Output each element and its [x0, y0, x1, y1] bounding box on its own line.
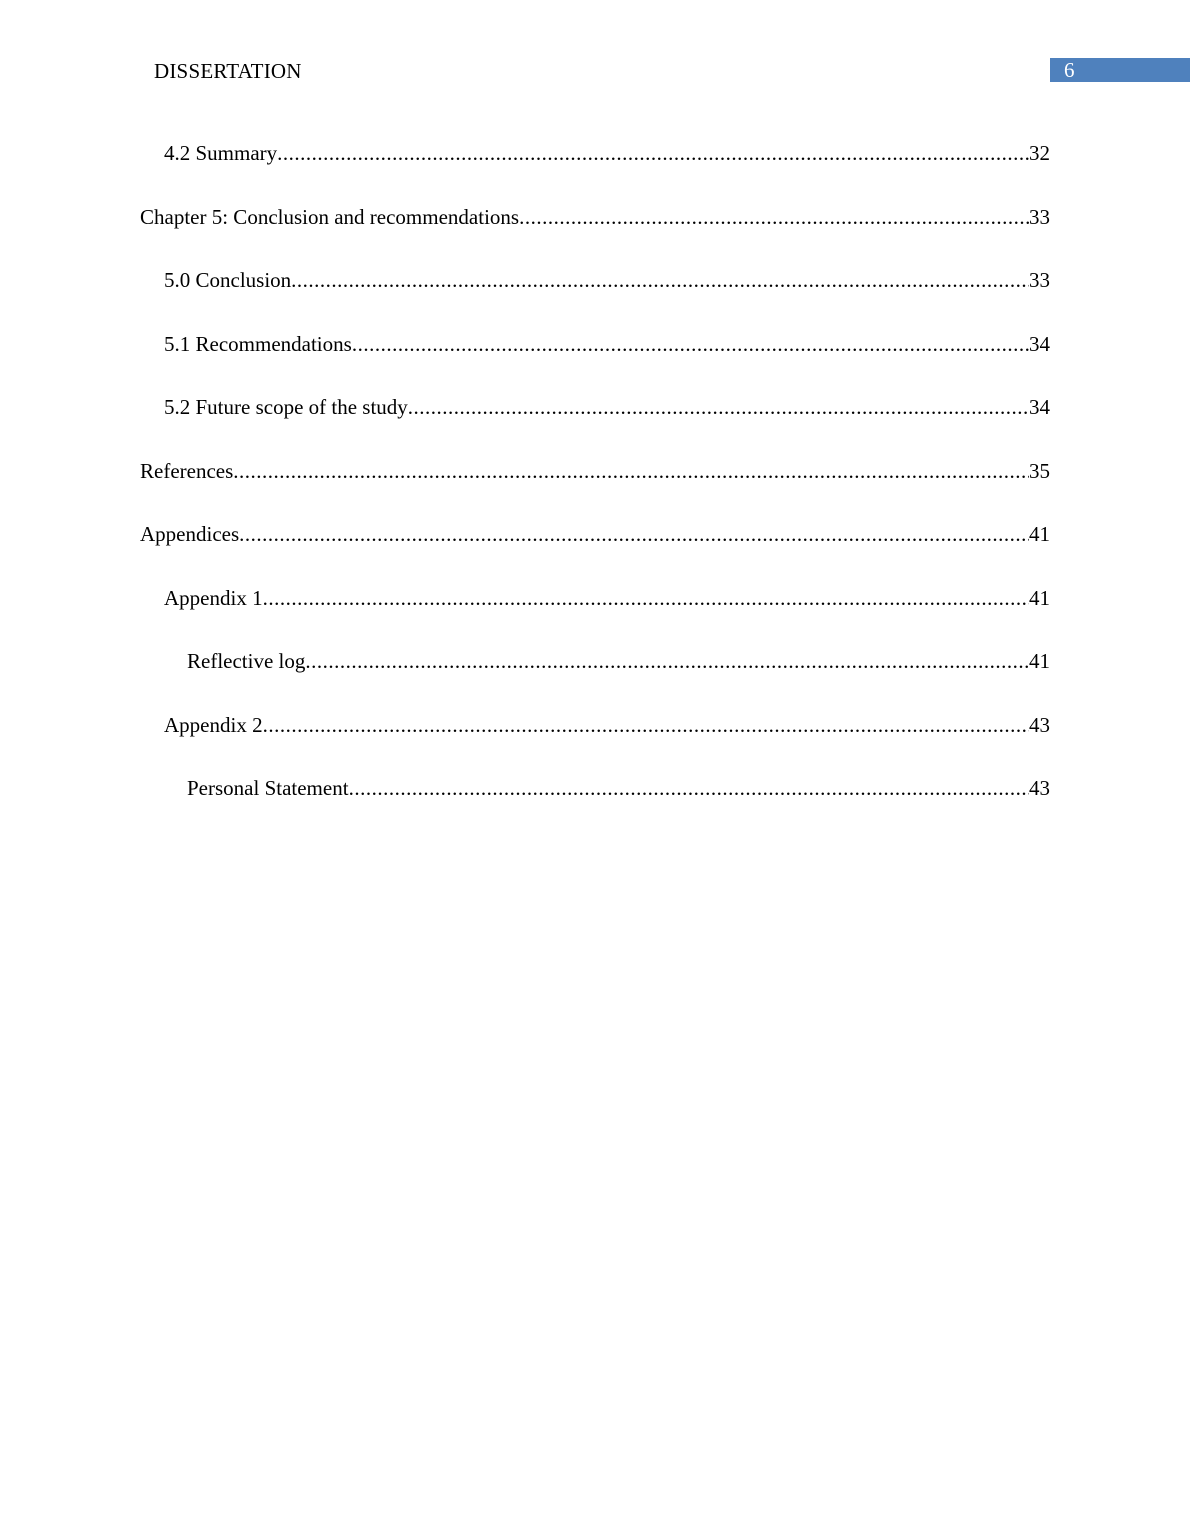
toc-entry-title: 4.2 Summary: [164, 141, 278, 165]
toc-entry[interactable]: [140, 202, 1050, 266]
toc-entry-title: 5.0 Conclusion: [164, 268, 292, 292]
toc-entry-page: 43: [1029, 776, 1050, 800]
running-head: DISSERTATION: [154, 59, 302, 83]
toc-entry-page: 41: [1029, 522, 1050, 546]
page-number: 6: [1064, 58, 1075, 82]
table-of-contents: [140, 138, 1050, 837]
toc-entry-title: Personal Statement: [187, 776, 349, 800]
toc-entry-page: 33: [1029, 204, 1050, 229]
toc-dot-leader: [233, 456, 1029, 486]
toc-entry[interactable]: [140, 646, 1050, 710]
toc-entry[interactable]: [140, 456, 1050, 520]
toc-entry-page: 41: [1029, 585, 1050, 610]
toc-entry-title: Reflective log: [187, 649, 306, 673]
toc-entry-page: 35: [1029, 458, 1050, 483]
toc-entry-page: 34: [1029, 331, 1050, 356]
toc-entry-title: 5.1 Recommendations: [164, 331, 352, 356]
toc-entry-title: Appendix 1: [164, 585, 263, 610]
toc-dot-leader: [408, 392, 1029, 422]
toc-dot-leader: [352, 329, 1029, 359]
toc-entry-page: 34: [1029, 395, 1050, 419]
toc-entry-title: Appendix 2: [164, 712, 263, 737]
toc-entry[interactable]: [140, 773, 1050, 837]
toc-dot-leader: [263, 710, 1029, 740]
toc-entry[interactable]: [140, 138, 1050, 202]
toc-entry[interactable]: [140, 519, 1050, 583]
page-number-box: [1050, 58, 1190, 82]
toc-entry-title: 5.2 Future scope of the study: [164, 395, 408, 419]
toc-entry[interactable]: [140, 392, 1050, 456]
toc-dot-leader: [263, 583, 1029, 613]
toc-entry-page: 33: [1029, 268, 1050, 292]
toc-entry-title: References: [140, 458, 234, 483]
toc-entry-title: Appendices: [140, 522, 240, 546]
toc-entry-page: 41: [1029, 649, 1050, 673]
toc-entry-title: Chapter 5: Conclusion and recommendations: [140, 204, 520, 229]
toc-entry-page: 43: [1029, 712, 1050, 737]
toc-dot-leader: [519, 202, 1029, 232]
toc-dot-leader: [305, 646, 1029, 676]
toc-dot-leader: [291, 265, 1029, 295]
toc-dot-leader: [239, 519, 1029, 549]
toc-dot-leader: [277, 138, 1029, 168]
toc-entry[interactable]: [140, 265, 1050, 329]
toc-dot-leader: [349, 773, 1029, 803]
toc-entry[interactable]: [140, 583, 1050, 647]
toc-entry-page: 32: [1029, 141, 1050, 165]
toc-entry[interactable]: [140, 329, 1050, 393]
toc-entry[interactable]: [140, 710, 1050, 774]
